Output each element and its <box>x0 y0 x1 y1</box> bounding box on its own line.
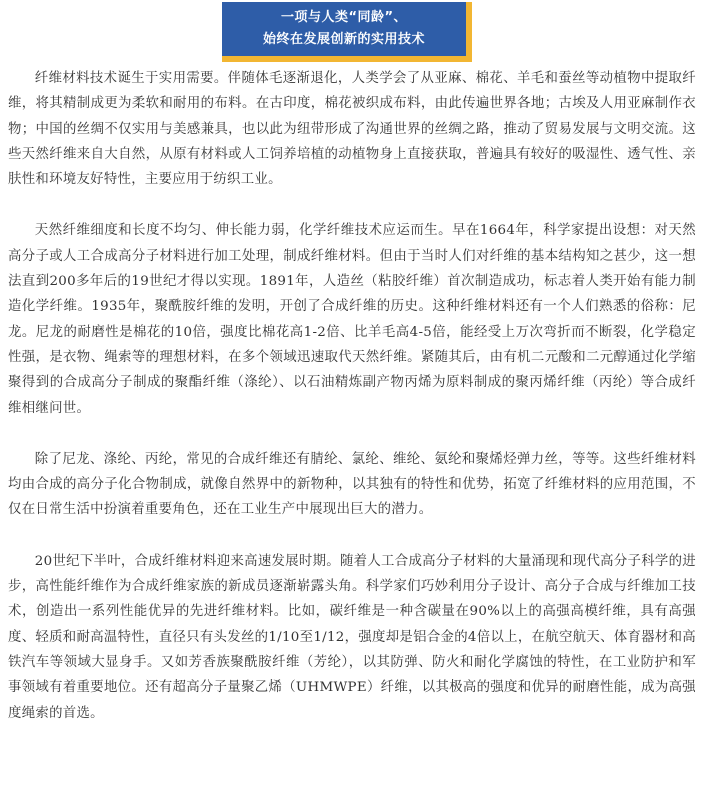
section-title-line-1: 一项与人类“同龄”、 <box>280 10 408 25</box>
paragraph-natural-fibers: 纤维材料技术诞生于实用需要。伴随体毛逐渐退化，人类学会了从亚麻、棉花、羊毛和蚕丝等动植物中提取纤维，将其精制成更为柔软和耐用的布料。在古印度，棉花被织成布料，由此传遍世界各地；古埃及人用亚麻制作衣物；中国的丝绸不仅实用与美感兼具，也以此为纽带形成了沟通世界的丝绸之路，推动了贸易发展与文明交流。这些天然纤维来自大自然，从原有材料或人工饲养培植的动植物身上直接获取，普遍具有较好的吸湿性、透气性、亲肤性和环境友好特性，主要应用于纺织工业。 <box>8 71 696 188</box>
paragraph-synthetic-fibers: 除了尼龙、涤纶、丙纶，常见的合成纤维还有腈纶、氯纶、维纶、氨纶和聚烯烃弹力丝，等等。这些纤维材料均由合成的高分子化合物制成，就像自然界中的新物种，以其独有的特性和优势，拓宽了纤维材料的应用范围，不仅在日常生活中扮演着重要角色，还在工业生产中展现出巨大的潜力。 <box>8 451 696 518</box>
section-title-line-2: 始终在发展创新的实用技术 <box>262 32 425 47</box>
paragraph-high-performance-fibers: 20世纪下半叶，合成纤维材料迎来高速发展时期。随着人工合成高分子材料的大量涌现和现代高分子科学的进步，高性能纤维作为合成纤维家族的新成员逐渐崭露头角。科学家们巧妙利用分子设计、高分子合成与纤维加工技术，创造出一系列性能优异的先进纤维材料。比如，碳纤维是一种含碳量在90%以上的高强高模纤维，具有高强度、轻质和耐高温特性，直径只有头发丝的1/10至1/12，强度却是铝合金的4倍以上，在航空航天、体育器材和高铁汽车等领域大显身手。又如芳香族聚酰胺纤维（芳纶），以其防弹、防火和耐化学腐蚀的特性，在工业防护和军事领域有着重要地位。还有超高分子量聚乙烯（UHMWPE）纤维，以其极高的强度和优异的耐磨性能，成为高强度绳索的首选。 <box>8 553 696 721</box>
section-title-banner <box>222 2 472 62</box>
article-body <box>8 66 696 752</box>
paragraph-chemical-fibers: 天然纤维细度和长度不均匀、伸长能力弱，化学纤维技术应运而生。早在1664年，科学家提出设想：对天然高分子或人工合成高分子材料进行加工处理，制成纤维材料。但由于当时人们对纤维的基本结构知之甚少，这一想法直到200多年后的19世纪才得以实现。1891年，人造丝（粘胶纤维）首次制造成功，标志着人类开始有能力制造化学纤维。1935年，聚酰胺纤维的发明，开创了合成纤维的历史。这种纤维材料还有一个人们熟悉的俗称：尼龙。尼龙的耐磨性是棉花的10倍，强度比棉花高1-2倍、比羊毛高4-5倍，能经受上万次弯折而不断裂，化学稳定性强，是衣物、绳索等的理想材料，在多个领域迅速取代天然纤维。紧随其后，由有机二元酸和二元醇通过化学缩聚得到的合成高分子制成的聚酯纤维（涤纶）、以石油精炼副产物丙烯为原料制成的聚丙烯纤维（丙纶）等合成纤维相继问世。 <box>8 223 696 416</box>
